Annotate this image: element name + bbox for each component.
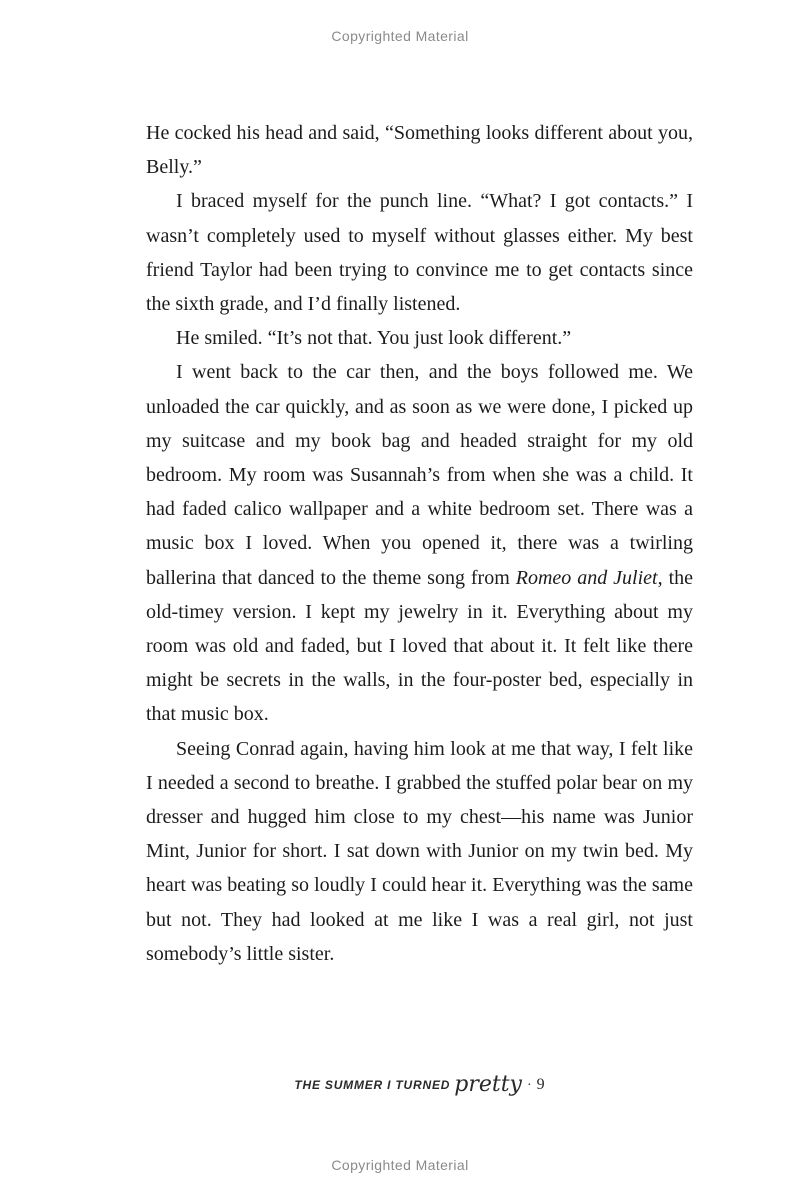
text-run: I braced myself for the punch line. “What? I got contacts.” I wasn’t completely used to myself without glasses either. My best friend Taylor had been trying to convince me to get contacts since the sixth grade, and I’d finally listened. — [146, 190, 693, 316]
footer-page-number: 9 — [536, 1076, 545, 1093]
body-text — [146, 116, 693, 971]
paragraph — [146, 321, 693, 355]
text-run: He smiled. “It’s not that. You just look different.” — [176, 327, 572, 350]
footer-title-script: pretty — [454, 1072, 522, 1097]
paragraph — [146, 732, 693, 971]
text-run: He cocked his head and said, “Something looks different about you, Belly.” — [146, 122, 693, 179]
copyright-notice-top: Copyrighted Material — [331, 28, 469, 44]
footer-separator: · — [526, 1078, 532, 1093]
paragraph — [146, 184, 693, 321]
footer-running-title — [146, 1072, 693, 1097]
footer-title-main: THE SUMMER I TURNED — [294, 1078, 451, 1092]
paragraph — [146, 116, 693, 184]
text-run: I went back to the car then, and the boys followed me. We unloaded the car quickly, and as soon as we were done, I picked up my suitcase and my book bag and headed straight for my old bedroom. My room was Susannah’s from when she was a child. It had faded calico wallpaper and a white bedroom set. There was a music box I loved. When you opened it, there was a twirling ballerina that danced to the theme song from — [146, 361, 693, 589]
text-run: Seeing Conrad again, having him look at me that way, I felt like I needed a second to breathe. I grabbed the stuffed polar bear on my dresser and hugged him close to my chest—his name was Junior Mint, Junior for short. I sat down with Junior on my twin bed. My heart was beating so loudly I could hear it. Everything was the same but not. They had looked at me like I was a real girl, not just somebody’s little sister. — [146, 737, 693, 965]
paragraph — [146, 355, 693, 731]
copyright-notice-bottom: Copyrighted Material — [331, 1157, 469, 1173]
italic-text-run: Romeo and Juliet — [515, 566, 658, 589]
text-run: , the old-timey version. I kept my jewelry in it. Everything about my room was old and faded, but I loved that about it. It felt like there might be secrets in the walls, in the four-poster bed, especially in that music box. — [146, 566, 693, 726]
